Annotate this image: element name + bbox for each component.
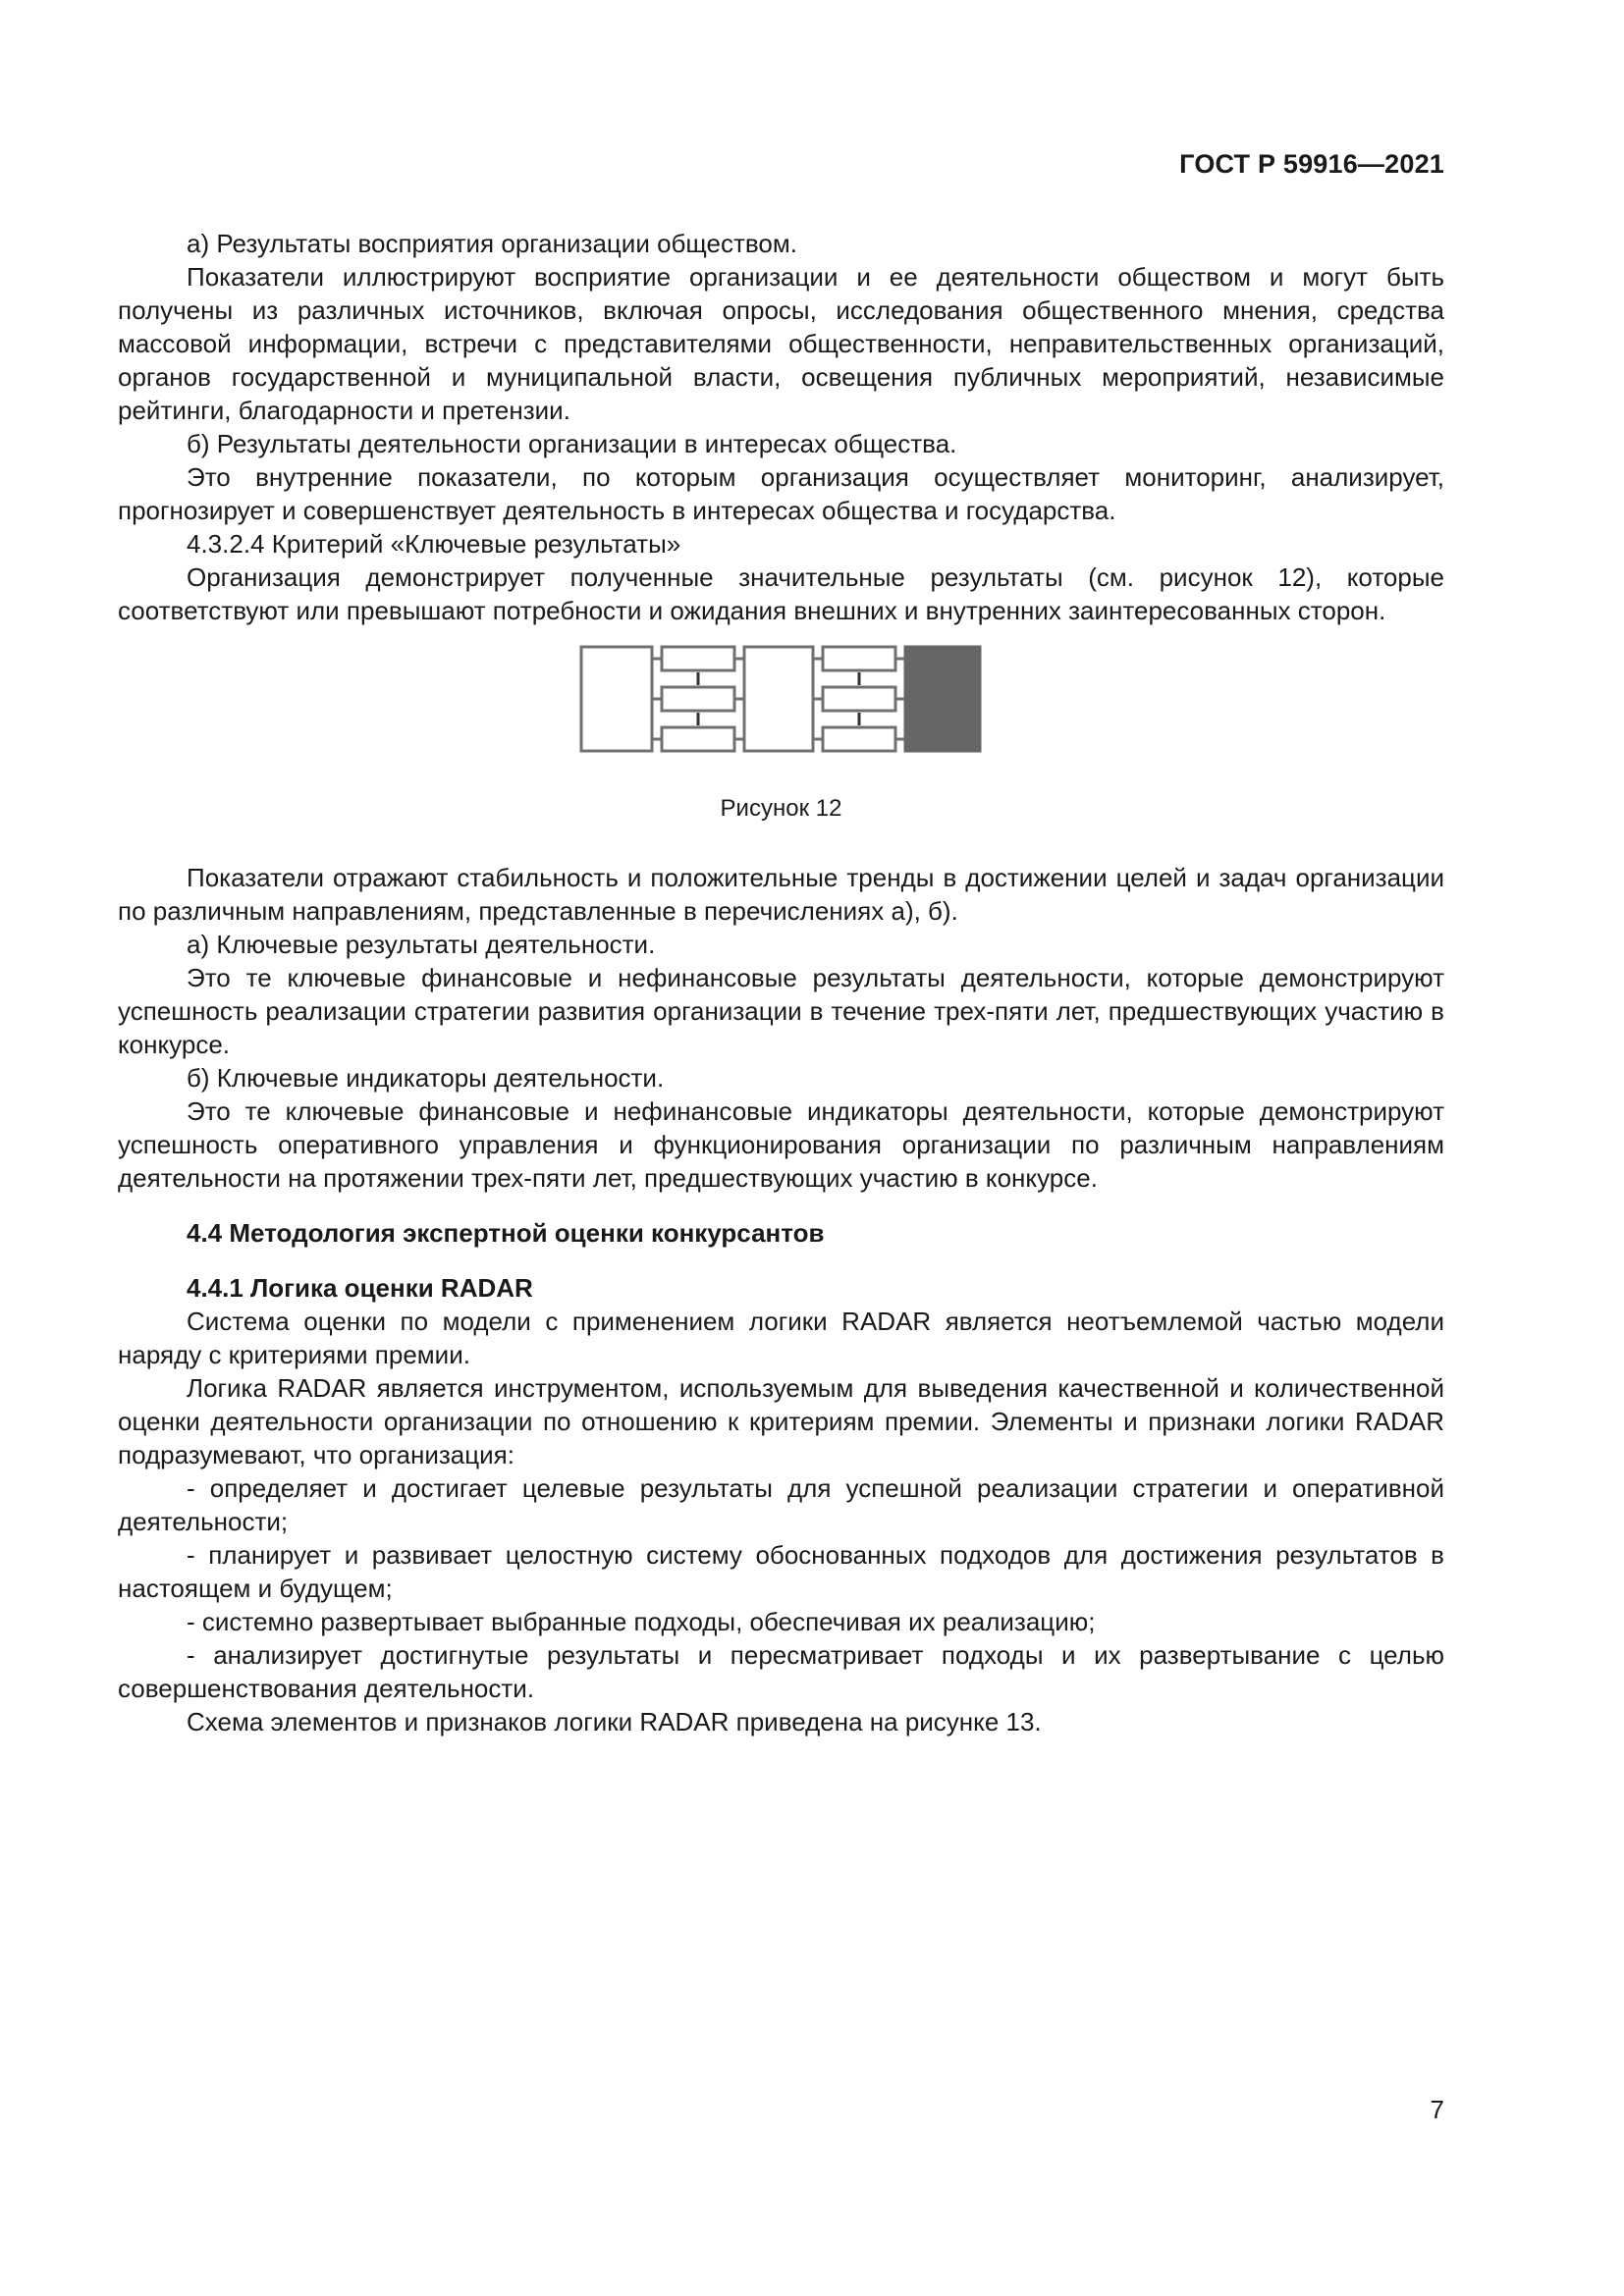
paragraph-item-a: а) Результаты восприятия организации обществом. — [187, 229, 797, 258]
section-heading-4-4-1: 4.4.1 Логика оценки RADAR — [187, 1273, 533, 1303]
spacer — [118, 1195, 1444, 1216]
figure-12-container — [118, 645, 1444, 753]
spacer — [118, 1250, 1444, 1271]
paragraph-item-b: б) Результаты деятельности организации в интересах общества. — [187, 429, 957, 458]
diagram-box-small — [662, 727, 734, 751]
diagram-box-results-highlight — [905, 647, 980, 751]
paragraph: Схема элементов и признаков логики RADAR приведена на рисунке 13. — [187, 1707, 1042, 1736]
figure-caption: Рисунок 12 — [720, 795, 842, 822]
paragraph: Это те ключевые финансовые и нефинансовые результаты деятельности, которые демонстрируют успешность реализации стратегии развития организации в течение трех-пяти лет, предшествующих участию в конкурсе. — [118, 963, 1444, 1059]
standard-id-header: ГОСТ Р 59916—2021 — [1179, 149, 1444, 179]
list-item: - планирует и развивает целостную систему обоснованных подходов для достижения результатов в настоящем и будущем; — [118, 1540, 1444, 1603]
diagram-box-large-2 — [744, 647, 813, 751]
figure-12-diagram — [579, 645, 982, 753]
list-item: - анализирует достигнутые результаты и пересматривает подходы и их развертывание с целью совершенствования деятельности. — [118, 1640, 1444, 1703]
diagram-box-small — [823, 727, 895, 751]
paragraph: Система оценки по модели с применением логики RADAR является неотъемлемой частью модели наряду с критериями премии. — [118, 1307, 1444, 1369]
section-heading-4-4: 4.4 Методология экспертной оценки конкурсантов — [187, 1218, 825, 1248]
paragraph: Это те ключевые финансовые и нефинансовые индикаторы деятельности, которые демонстрируют успешность оперативного управления и функционирования организации по различным направлениям деятельности на протяжении трех-пяти лет, предшествующих участию в конкурсе. — [118, 1096, 1444, 1193]
diagram-box-small — [823, 687, 895, 711]
paragraph: Логика RADAR является инструментом, используемым для выведения качественной и количественной оценки деятельности организации по отношению к критериям премии. Элементы и признаки логики RADAR подразумевают, что организация: — [118, 1373, 1444, 1469]
diagram-box-large-1 — [581, 647, 652, 751]
diagram-box-small — [662, 687, 734, 711]
paragraph-item-a: а) Ключевые результаты деятельности. — [187, 930, 656, 959]
diagram-box-small — [823, 647, 895, 670]
paragraph: Организация демонстрирует полученные значительные результаты (см. рисунок 12), которые соответствуют или превышают потребности и ожидания внешних и внутренних заинтересованных сторон. — [118, 562, 1444, 625]
list-item: - определяет и достигает целевые результаты для успешной реализации стратегии и оперативной деятельности; — [118, 1473, 1444, 1536]
paragraph-item-b: б) Ключевые индикаторы деятельности. — [187, 1063, 665, 1093]
paragraph: Показатели отражают стабильность и положительные тренды в достижении целей и задач организации по различным направлениям, представленные в перечислениях а), б). — [118, 863, 1444, 926]
page-number: 7 — [1430, 2095, 1444, 2124]
diagram-box-small — [662, 647, 734, 670]
list-item: - системно развертывает выбранные подходы, обеспечивая их реализацию; — [187, 1607, 1096, 1636]
paragraph: Показатели иллюстрируют восприятие организации и ее деятельности обществом и могут быть получены из различных источников, включая опросы, исследования общественного мнения, средства массовой информации, встречи с представителями общественности, неправительственных организаций, органов государственной и муниципальной власти, освещения публичных мероприятий, независимые рейтинги, благодарности и претензии. — [118, 262, 1444, 425]
paragraph: Это внутренние показатели, по которым организация осуществляет мониторинг, анализирует, прогнозирует и совершенствует деятельность в интересах общества и государства. — [118, 462, 1444, 525]
criterion-heading: 4.3.2.4 Критерий «Ключевые результаты» — [187, 529, 681, 559]
main-text — [118, 227, 1444, 1738]
